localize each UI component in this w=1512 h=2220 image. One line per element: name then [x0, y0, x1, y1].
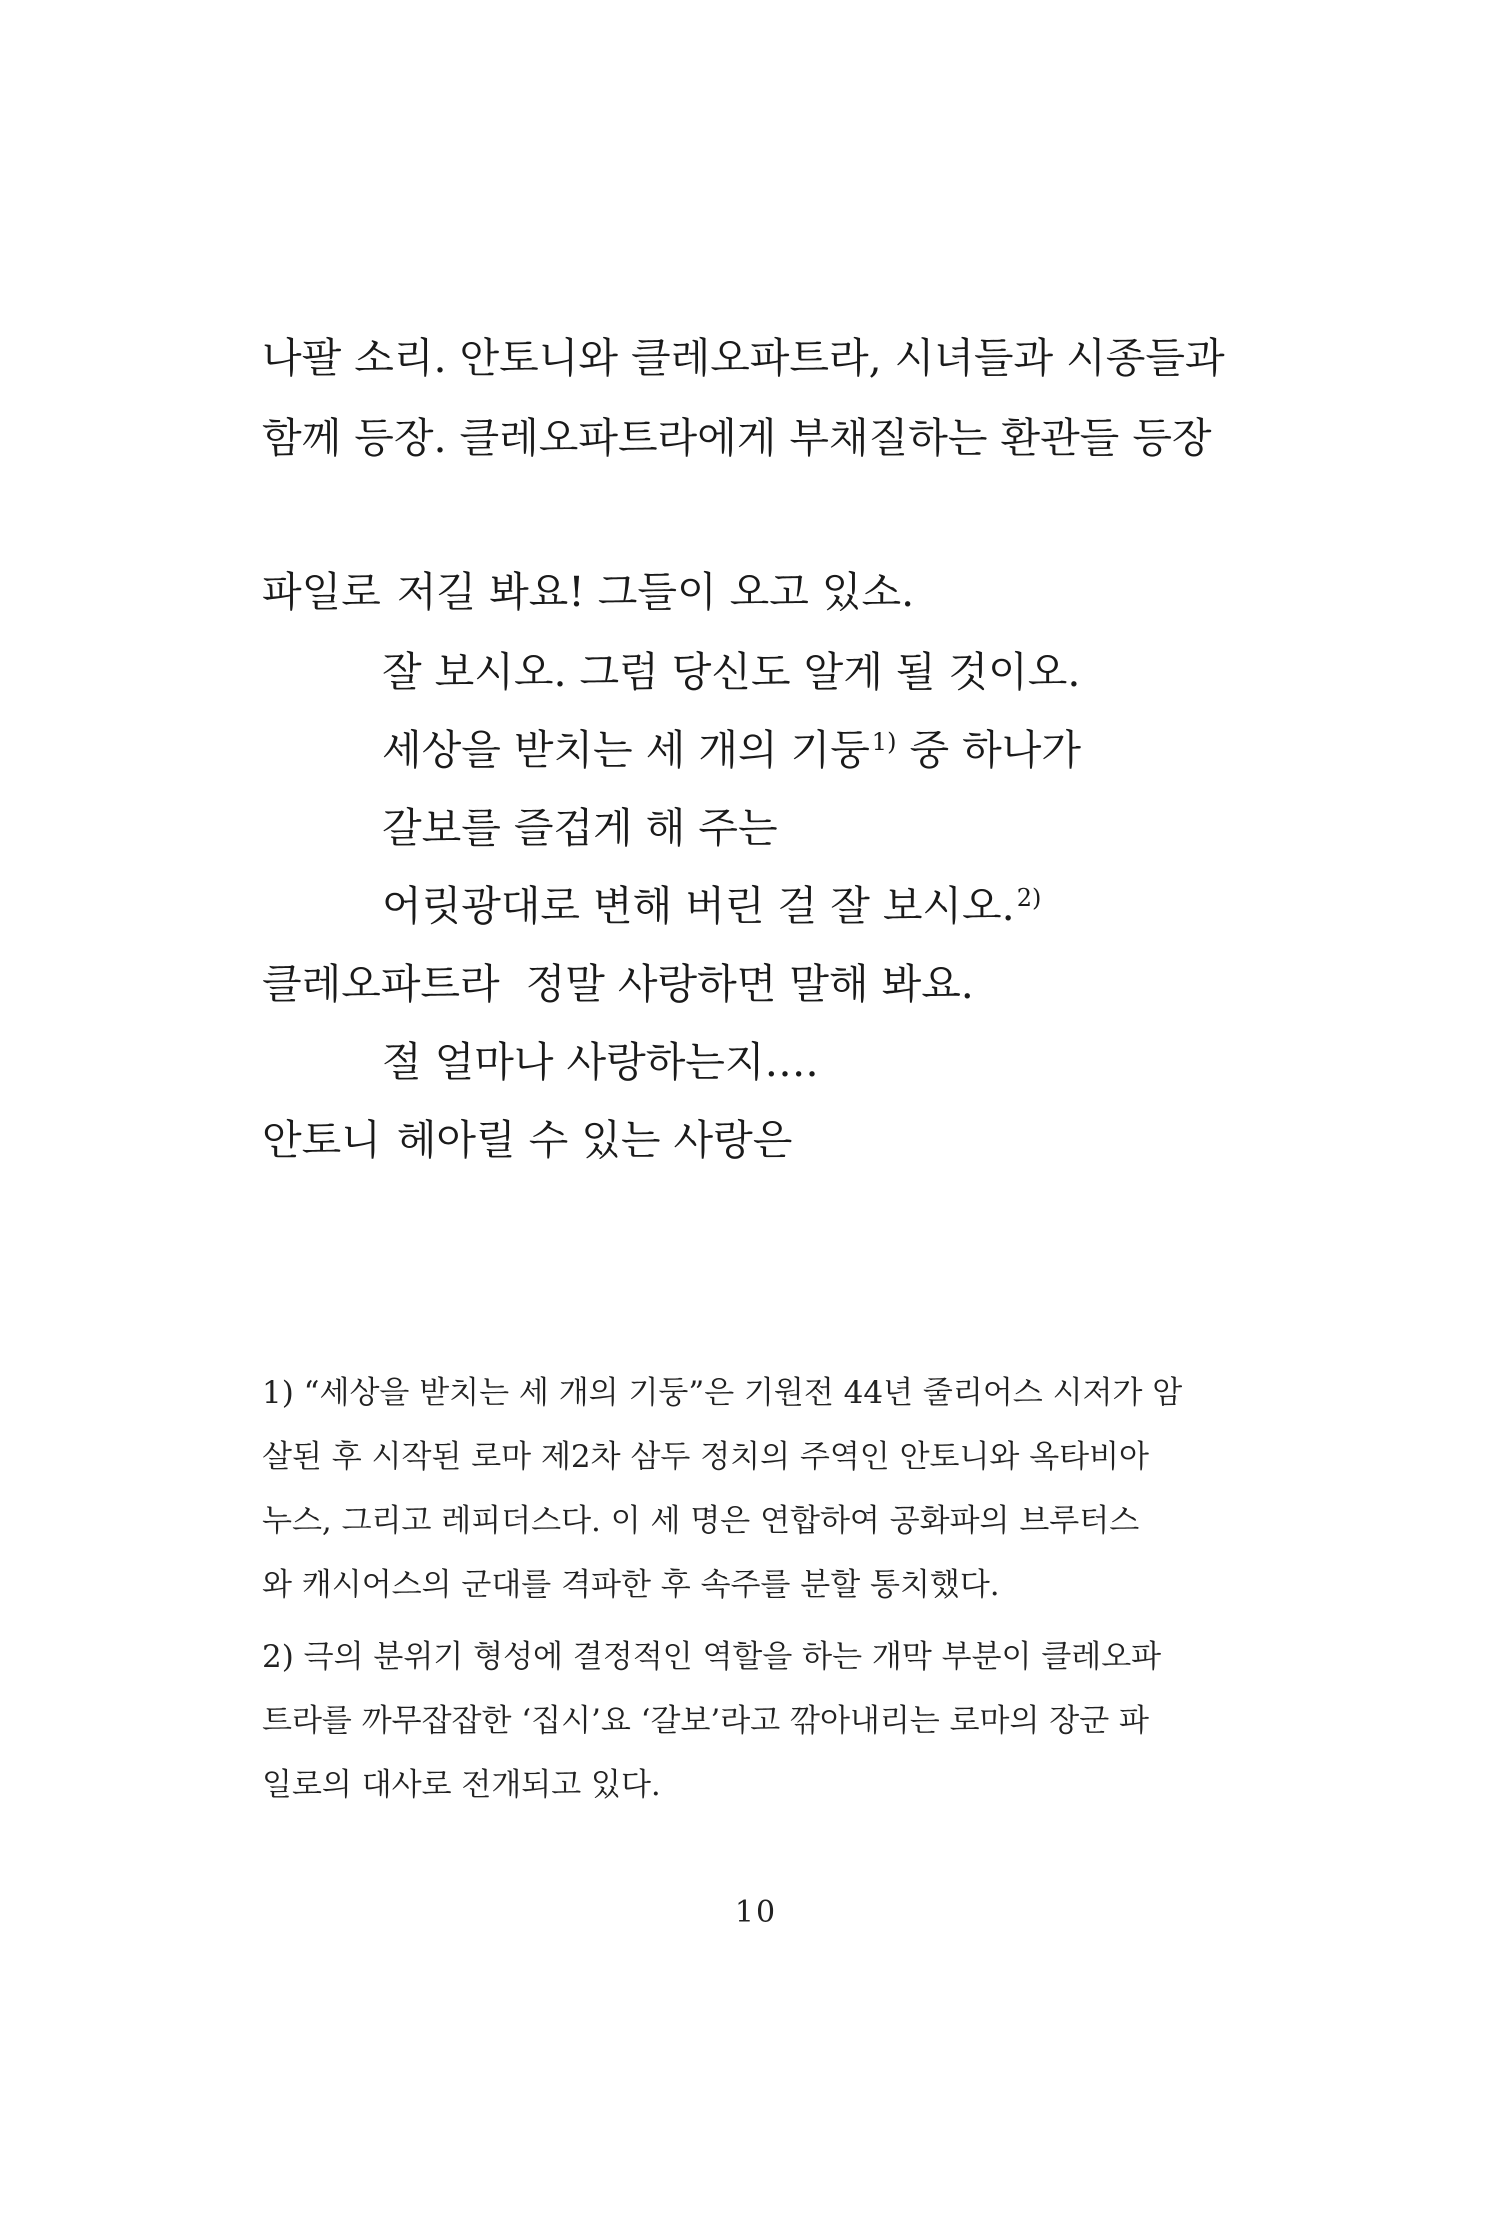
footnote-ref-2: 2)	[1016, 884, 1042, 912]
philo-line-3	[382, 726, 1081, 774]
stage-direction-line-1: 나팔 소리. 안토니와 클레오파트라, 시녀들과 시종들과	[262, 334, 1225, 382]
cleopatra-line-1	[262, 960, 974, 1008]
footnote-1-line-4: 와 캐시어스의 군대를 격파한 후 속주를 분할 통치했다.	[262, 1567, 1000, 1603]
philo-line-4: 갈보를 즐겁게 해 주는	[382, 804, 778, 852]
page-number: 10	[734, 1895, 778, 1930]
philo-text-5: 어릿광대로 변해 버린 걸 잘 보시오.	[382, 882, 1015, 930]
philo-text-3: 세상을 받치는 세 개의 기둥	[382, 726, 870, 774]
footnote-2-line-2: 트라를 까무잡잡한 ‘집시’요 ‘갈보’라고 깎아내리는 로마의 장군 파	[262, 1703, 1149, 1739]
philo-line-1	[262, 568, 915, 616]
philo-line-5	[382, 882, 1042, 930]
philo-text-1: 저길 봐요! 그들이 오고 있소.	[396, 568, 915, 616]
cleopatra-line-2: 절 얼마나 사랑하는지….	[382, 1038, 819, 1086]
speaker-cleopatra: 클레오파트라	[262, 960, 500, 1008]
footnote-ref-1: 1)	[871, 728, 897, 756]
philo-line-2: 잘 보시오. 그럼 당신도 알게 될 것이오.	[382, 648, 1081, 696]
speaker-antony: 안토니	[262, 1116, 381, 1164]
antony-line-1	[262, 1116, 793, 1164]
footnote-1-line-2: 살된 후 시작된 로마 제2차 삼두 정치의 주역인 안토니와 옥타비아	[262, 1439, 1150, 1475]
footnote-2-line-3: 일로의 대사로 전개되고 있다.	[262, 1767, 661, 1803]
antony-text-1: 헤아릴 수 있는 사랑은	[396, 1116, 793, 1164]
philo-text-3-end: 중 하나가	[896, 726, 1081, 774]
cleopatra-text-1: 정말 사랑하면 말해 봐요.	[525, 960, 974, 1008]
speaker-philo: 파일로	[262, 568, 381, 616]
footnote-2-line-1: 2) 극의 분위기 형성에 결정적인 역할을 하는 개막 부분이 클레오파	[262, 1639, 1162, 1675]
footnote-1-line-1: 1) “세상을 받치는 세 개의 기둥”은 기원전 44년 줄리어스 시저가 암	[262, 1375, 1183, 1411]
footnote-1-line-3: 누스, 그리고 레피더스다. 이 세 명은 연합하여 공화파의 브루터스	[262, 1503, 1140, 1539]
stage-direction-line-2: 함께 등장. 클레오파트라에게 부채질하는 환관들 등장	[262, 414, 1212, 462]
